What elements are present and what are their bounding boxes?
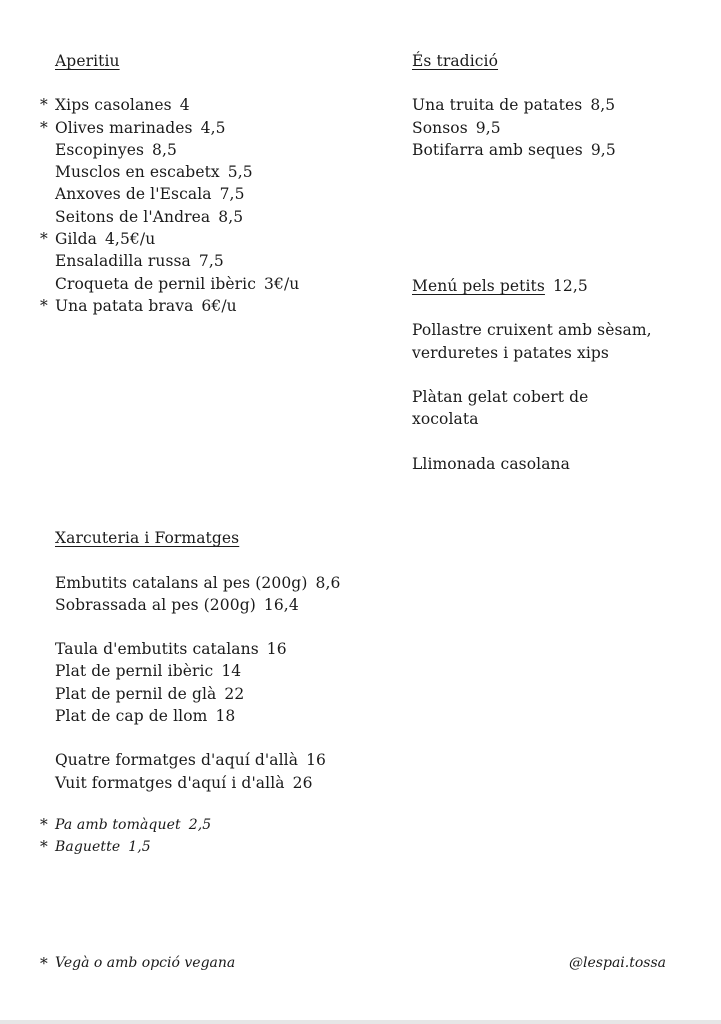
item-price: 26 [292, 773, 313, 792]
item-name: Botifarra amb seques [412, 140, 583, 159]
xarcuteria-group-3 [55, 749, 375, 794]
item-price: 5,5 [227, 163, 253, 182]
kids-item-line: Llimonada casolana [412, 454, 570, 473]
item-price: 8,5 [218, 207, 244, 226]
menu-item [55, 772, 375, 794]
item-price: 1,5 [128, 838, 151, 855]
vegan-asterisk: * [40, 815, 48, 834]
aperitiu-heading: Aperitiu [55, 52, 120, 70]
item-name: Una truita de patates [412, 96, 583, 115]
menu-item [40, 814, 375, 836]
item-name: Olives marinades [55, 118, 193, 137]
item-name: Musclos en escabetx [55, 163, 220, 182]
item-price: 8,5 [152, 140, 177, 159]
item-price: 8,6 [315, 573, 341, 592]
item-name: Sonsos [412, 118, 468, 137]
social-handle: @lespai.tossa [569, 955, 666, 971]
item-price: 4,5€/u [104, 230, 156, 249]
vegan-asterisk: * [40, 96, 48, 115]
xarcuteria-group-1 [55, 572, 375, 617]
menu-item [55, 683, 375, 705]
left-column [40, 50, 375, 858]
es-tradicio-list [412, 94, 712, 161]
menu-item [55, 749, 375, 771]
item-name: Plat de pernil ibèric [55, 662, 214, 681]
xarcuteria-group-2 [55, 638, 375, 727]
item-price: 4,5 [200, 118, 226, 137]
menu-item [40, 94, 375, 116]
item-name: Plat de pernil de glà [55, 684, 217, 703]
item-price: 2,5 [188, 816, 212, 833]
vegan-note: Vegà o amb opció vegana [55, 955, 236, 971]
item-name: Taula d'embutits catalans [55, 640, 259, 659]
menu-item [55, 250, 375, 272]
item-price: 6€/u [201, 296, 237, 315]
vegan-asterisk: * [40, 955, 48, 973]
kids-menu-item [412, 319, 712, 364]
item-name: Ensaladilla russa [55, 252, 191, 271]
item-price: 8,5 [590, 96, 616, 115]
kids-item-line: verduretes i patates xips [412, 343, 609, 362]
menu-item [55, 572, 375, 594]
menu-petits-title-row [412, 275, 712, 297]
kids-item-line: Plàtan gelat cobert de [412, 388, 589, 407]
item-price: 14 [221, 662, 242, 681]
vegan-asterisk: * [40, 230, 48, 249]
menu-item [55, 594, 375, 616]
item-name: Xips casolanes [55, 96, 172, 115]
menu-item [412, 117, 712, 139]
item-price: 9,5 [590, 140, 616, 159]
item-price: 16 [266, 640, 287, 659]
menu-petits-price: 12,5 [552, 277, 588, 296]
kids-item-line: xocolata [412, 410, 479, 429]
menu-item [55, 161, 375, 183]
item-price: 7,5 [219, 185, 245, 204]
kids-menu-item [412, 386, 712, 431]
item-name: Una patata brava [55, 296, 194, 315]
menu-item [55, 660, 375, 682]
menu-item [55, 705, 375, 727]
item-name: Seitons de l'Andrea [55, 207, 211, 226]
item-price: 16,4 [263, 595, 299, 614]
item-name: Anxoves de l'Escala [55, 185, 212, 204]
item-price: 18 [215, 707, 236, 726]
item-price: 16 [306, 751, 327, 770]
aperitiu-list [40, 94, 375, 317]
item-price: 4 [179, 96, 190, 115]
item-name: Croqueta de pernil ibèric [55, 274, 257, 293]
item-name: Pa amb tomàquet [55, 816, 181, 833]
vegan-asterisk: * [40, 118, 48, 137]
menu-item [40, 228, 375, 250]
item-price: 7,5 [198, 252, 224, 271]
right-column [412, 50, 712, 475]
item-name: Plat de cap de llom [55, 707, 208, 726]
menu-item [40, 295, 375, 317]
es-tradicio-heading: És tradició [412, 52, 499, 70]
xarcuteria-extras [40, 814, 375, 858]
item-name: Baguette [55, 838, 121, 855]
menu-item [412, 139, 712, 161]
menu-item [40, 836, 375, 858]
menu-item [55, 273, 375, 295]
item-name: Sobrassada al pes (200g) [55, 595, 256, 614]
menu-item [55, 139, 375, 161]
menu-item [55, 638, 375, 660]
menu-item [40, 117, 375, 139]
xarcuteria-heading: Xarcuteria i Formatges [55, 529, 240, 548]
kids-menu-item [412, 453, 712, 475]
item-price: 3€/u [264, 274, 300, 293]
kids-item-line: Pollastre cruixent amb sèsam, [412, 321, 652, 340]
menu-item [55, 206, 375, 228]
menu-item [55, 183, 375, 205]
menu-petits-list [412, 319, 712, 474]
vegan-asterisk: * [40, 296, 48, 315]
item-price: 9,5 [475, 118, 501, 137]
vegan-footnote [40, 955, 236, 973]
item-name: Escopinyes [55, 140, 145, 159]
item-name: Quatre formatges d'aquí d'allà [55, 751, 299, 770]
page-bottom-edge [0, 1020, 721, 1024]
item-price: 22 [224, 684, 245, 703]
menu-petits-heading: Menú pels petits [412, 277, 545, 296]
item-name: Gilda [55, 230, 97, 249]
item-name: Vuit formatges d'aquí i d'allà [55, 773, 285, 792]
menu-item [412, 94, 712, 116]
vegan-asterisk: * [40, 837, 48, 856]
item-name: Embutits catalans al pes (200g) [55, 573, 308, 592]
